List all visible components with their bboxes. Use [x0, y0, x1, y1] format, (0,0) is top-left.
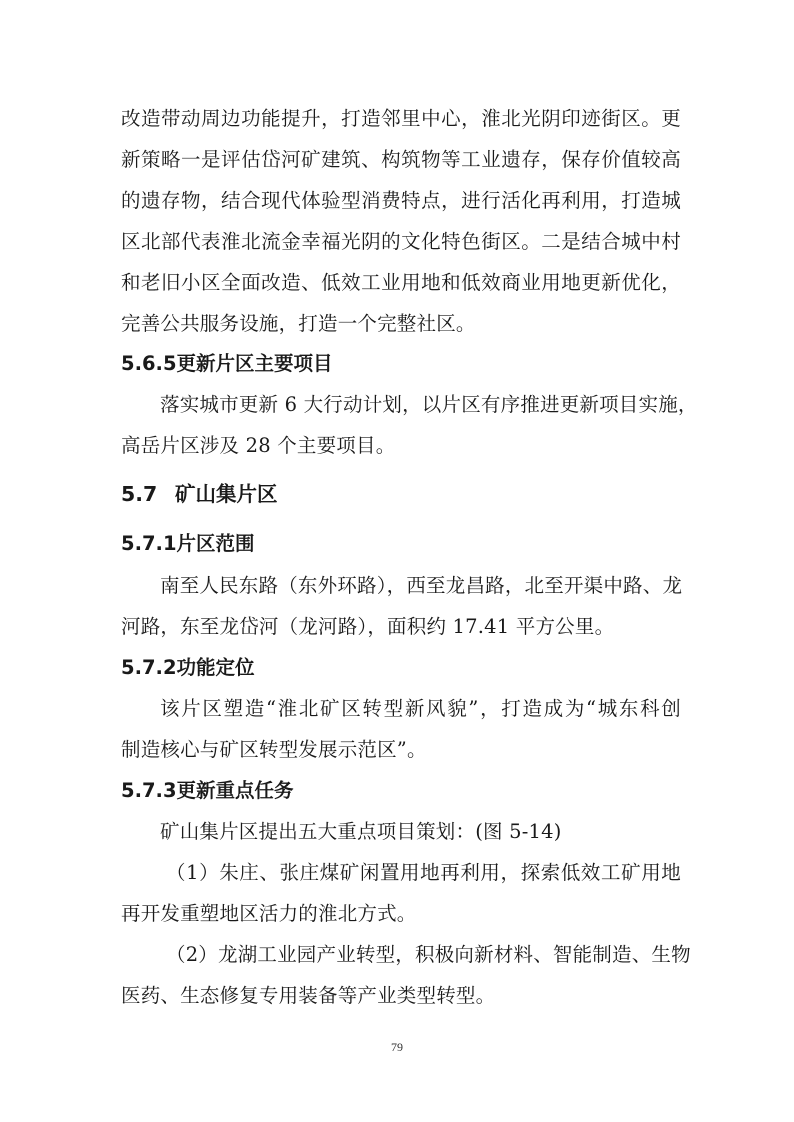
body-text-line: 矿山集片区提出五大重点项目策划：(图 5-14)	[160, 820, 562, 843]
section-number: 5.7	[121, 482, 158, 506]
body-text-line: 区北部代表淮北流金幸福光阴的文化特色街区。二是结合城中村	[121, 230, 681, 253]
body-text-line: 和老旧小区全面改造、低效工业用地和低效商业用地更新优化，	[121, 271, 681, 294]
body-text-line: 新策略一是评估岱河矿建筑、构筑物等工业遗存，保存价值较高	[121, 148, 681, 171]
page-number: 79	[391, 1040, 403, 1054]
body-text-line: 制造核心与矿区转型发展示范区”。	[121, 738, 427, 761]
section-heading-5-7-2: 5.7.2功能定位	[121, 656, 255, 679]
list-item-line: 再开发重塑地区活力的淮北方式。	[121, 902, 417, 925]
body-text-line: 落实城市更新 6 大行动计划，以片区有序推进更新项目实施，	[160, 393, 698, 416]
body-text-line: 南至人民东路（东外环路），西至龙昌路，北至开渠中路、龙	[160, 574, 683, 597]
section-title: 矿山集片区	[175, 482, 278, 506]
list-item-line: 医药、生态修复专用装备等产业类型转型。	[121, 984, 496, 1007]
body-text-line: 该片区塑造“淮北矿区转型新风貌”，打造成为“城东科创	[160, 697, 681, 720]
body-text-line: 河路，东至龙岱河（龙河路），面积约 17.41 平方公里。	[121, 615, 615, 638]
body-text-line: 改造带动周边功能提升，打造邻里中心，淮北光阴印迹街区。更	[121, 107, 681, 130]
body-text-line: 高岳片区涉及 28 个主要项目。	[121, 434, 396, 457]
list-item-line: （1）朱庄、张庄煤矿闲置用地再利用，探索低效工矿用地	[166, 861, 681, 884]
body-text-line: 的遗存物，结合现代体验型消费特点，进行活化再利用，打造城	[121, 189, 681, 212]
section-heading-5-7-3: 5.7.3更新重点任务	[121, 779, 294, 802]
body-text-line: 完善公共服务设施，打造一个完整社区。	[121, 312, 476, 335]
section-heading-5-7-1: 5.7.1片区范围	[121, 532, 255, 555]
list-item-line: （2）龙湖工业园产业转型，积极向新材料、智能制造、生物	[166, 943, 691, 966]
section-heading-5-7	[121, 482, 278, 506]
section-heading-5-6-5: 5.6.5更新片区主要项目	[121, 352, 333, 375]
